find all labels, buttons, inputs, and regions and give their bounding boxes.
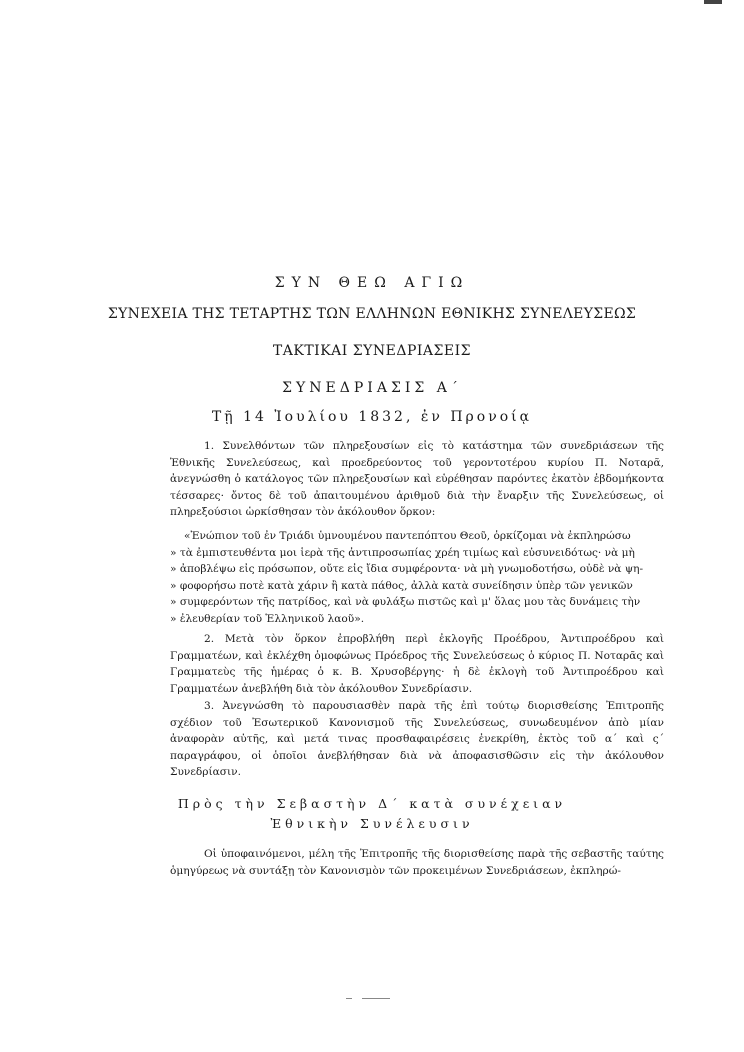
paragraph-1-text: 1. Συνελθόντων τῶν πληρεξουσίων εἰς τὸ κατάστημα τῶν συνεδριάσεων τῆς Ἐθνικῆς Συνελεύσεως, καὶ προεδρεύοντος τοῦ γεροντοτέρου κυρίου Π. Νοταρᾶ, ἀνεγνώσθη ὁ κατάλογος τῶν πληρεξουσίων καὶ εὑρέθησαν παρόντες ἑκατὸν ἑβδομήκοντα τέσσαρες· ὄντος δὲ τοῦ ἀπαιτουμένου ἀριθμοῦ διὰ τὴν ἔναρξιν τῆς Συνελεύσεως, οἱ πληρεξούσιοι ὡρκίσθησαν τὸν ἀκόλουθον ὅρκον: xyxy=(170,440,664,519)
oath-text xyxy=(170,528,664,628)
subheading-line-2: Ἐθνικὴν Συνέλευσιν xyxy=(270,816,474,831)
oath-line: » συμφερόντων τῆς πατρίδος, καὶ νὰ φυλάξω πιστῶς καὶ μ' ὅλας μου τὰς δυνάμεις τὴν xyxy=(170,596,641,609)
paragraph-2 xyxy=(170,631,664,697)
paragraph-4 xyxy=(170,846,664,879)
heading-session: ΣΥΝΕΔΡΙΑΣΙΣ Α΄ xyxy=(282,380,462,396)
heading-sessions: ΤΑΚΤΙΚΑΙ ΣΥΝΕΔΡΙΑΣΕΙΣ xyxy=(272,343,472,359)
paragraph-4-text: Οἱ ὑποφαινόμενοι, μέλη τῆς Ἐπιτροπῆς τῆς διορισθείσης παρὰ τῆς σεβαστῆς ταύτης ὁμηγύρεως νὰ συντάξῃ τὸν Κανονισμὸν τῶν προκειμένων Συνεδριάσεων, ἐκπληρώ- xyxy=(170,848,664,877)
heading-title: ΣΥΝΕΧΕΙΑ ΤΗΣ ΤΕΤΑΡΤΗΣ ΤΩΝ ΕΛΛΗΝΩΝ ΕΘΝΙΚΗΣ ΣΥΝΕΛΕΥΣΕΩΣ xyxy=(107,306,637,322)
heading-invocation: ΣΥΝ ΘΕΩ ΑΓΙΩ xyxy=(274,275,470,291)
scan-mark xyxy=(346,998,352,999)
scan-mark xyxy=(704,0,722,4)
paragraph-3-text: 3. Ἀνεγνώσθη τὸ παρουσιασθὲν παρὰ τῆς ἐπὶ τούτῳ διορισθείσης Ἐπιτροπῆς σχέδιον τοῦ Ἐσωτερικοῦ Κανονισμοῦ τῆς Συνελεύσεως, συνωδευμένον ἀπὸ μίαν ἀναφορὰν αὐτῆς, καὶ μετά τινας προσθαφαιρέσεις ἐνεκρίθη, ἐκτὸς τοῦ α΄ καὶ ς΄ παραγράφου, οἱ ὁποῖοι ἀνεβλήθησαν διὰ νὰ ἀποφασισθῶσιν εἰς τὴν ἀκόλουθον Συνεδρίασιν. xyxy=(170,700,664,779)
subheading-line-1: Πρὸς τὴν Σεβαστὴν Δ΄ κατὰ συνέχειαν xyxy=(177,796,567,811)
scan-mark xyxy=(362,998,390,999)
oath-line: » ἀποβλέψω εἰς πρόσωπον, οὔτε εἰς ἴδια συμφέροντα· νὰ μὴ γνωμοδοτήσω, οὐδὲ νὰ ψη- xyxy=(170,563,644,576)
date-line: Τῇ 14 Ἰουλίου 1832, ἐν Προνοίᾳ xyxy=(211,409,533,425)
paragraph-3 xyxy=(170,698,664,781)
paragraph-1 xyxy=(170,438,664,521)
oath-line: » ἐλευθερίαν τοῦ Ἑλληνικοῦ λαοῦ». xyxy=(170,612,365,625)
paragraph-2-text: 2. Μετὰ τὸν ὅρκον ἐπροβλήθη περὶ ἐκλογῆς Προέδρου, Ἀντιπροέδρου καὶ Γραμματέων, καὶ ἐκλέχθη ὁμοφώνως Πρόεδρος τῆς Συνελεύσεως ὁ κύριος Π. Νοταρᾶς καὶ Γραμματεὺς τῆς ἡμέρας ὁ κ. Β. Χρυσοβέργης· ἡ δὲ ἐκλογὴ τοῦ Ἀντιπροέδρου καὶ Γραμματέων ἀνεβλήθη διὰ τὸν ἀκόλουθον Συνεδρίασιν. xyxy=(170,633,664,695)
oath-line: » φοφορήσω ποτὲ κατὰ χάριν ἢ κατὰ πάθος, ἀλλὰ κατὰ συνείδησιν ὑπὲρ τῶν γενικῶν xyxy=(170,579,633,592)
oath-line: «Ἐνώπιον τοῦ ἐν Τριάδι ὑμνουμένου παντεπόπτου Θεοῦ, ὁρκίζομαι νὰ ἐκπληρώσω xyxy=(184,530,631,542)
oath-line: » τὰ ἐμπιστευθέντα μοι ἱερὰ τῆς ἀντιπροσωπίας χρέη τιμίως καὶ εὐσυνειδότως· νὰ μὴ xyxy=(170,546,635,559)
